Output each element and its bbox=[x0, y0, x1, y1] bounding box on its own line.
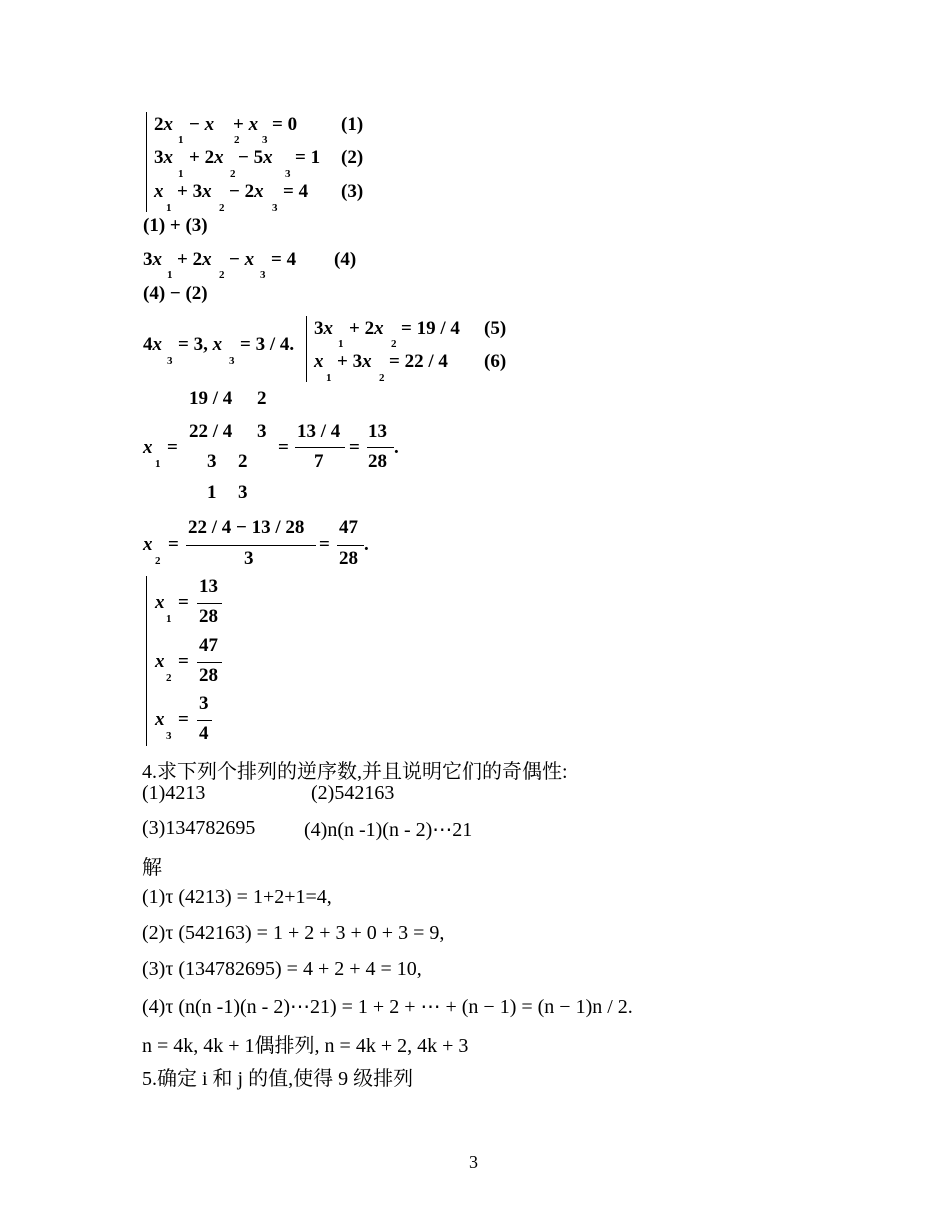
permutation-1: (1)4213 bbox=[142, 782, 206, 804]
permutation-4: (4)n(n -1)(n - 2)⋯21 bbox=[304, 819, 473, 841]
fraction-bar bbox=[367, 447, 394, 448]
permutation-3: (3)134782695 bbox=[142, 817, 256, 839]
answer-2: (2)τ (542163) = 1 + 2 + 3 + 0 + 3 = 9, bbox=[142, 922, 445, 944]
fraction-bar bbox=[337, 545, 364, 546]
left-brace-system2 bbox=[306, 316, 307, 382]
solution-label: 解 bbox=[142, 857, 162, 879]
answer-3: (3)τ (134782695) = 4 + 2 + 4 = 10, bbox=[142, 958, 422, 980]
permutation-2: (2)542163 bbox=[311, 782, 395, 804]
answer-1: (1)τ (4213) = 1+2+1=4, bbox=[142, 886, 332, 908]
answer-4: (4)τ (n(n -1)(n - 2)⋯21) = 1 + 2 + ⋯ + (n − 1) = (n − 1)n / 2. bbox=[142, 996, 633, 1018]
fraction-bar bbox=[186, 545, 316, 546]
fraction-bar bbox=[197, 603, 222, 604]
problem-4-title: 4.求下列个排列的逆序数,并且说明它们的奇偶性: bbox=[142, 761, 568, 783]
fraction-bar bbox=[197, 662, 222, 663]
page-number: 3 bbox=[469, 1152, 478, 1172]
step-label-2: (4) − (2) bbox=[143, 283, 208, 304]
fraction-bar bbox=[197, 720, 212, 721]
step-label-1: (1) + (3) bbox=[143, 215, 208, 236]
left-brace-system1 bbox=[146, 112, 147, 212]
problem-5-title: 5.确定 i 和 j 的值,使得 9 级排列 bbox=[142, 1068, 414, 1090]
answer-parity: n = 4k, 4k + 1偶排列, n = 4k + 2, 4k + 3 bbox=[142, 1035, 469, 1057]
document-page: 2x 1 − x 2 + x 3 = 0 (1) 3x 1 + 2x 2 − 5x 3 = 1 (2) x 1 + 3x 2 − 2x 3 = 4 (3) (1) + (3) 3x 1 + 2x 2 − x 3 = 4 (4) (4) − (2) 4x 3 = 3, x 3 = 3 / 4. 3x 1 + 2x 2 = 19 / 4 (5) x 1 + 3x 2 = 22 / 4 (6) 19 / 4 2 22 / 4 3 x 1 = 3 2 1 3 = 13 / 4 7 = 13 28 . x 2 = 22 / 4 − 13 / 28 3 = 47 28 . x 1 = 13 28 x 2 = 47 28 x 3 = 3 4 4.求下列个排列的逆序数,并且说明它们的奇偶性: (1)4213 (2)542163 (3)134782695 (4)n(n -1)(n - 2)⋯21 解 (1)τ (4213) = 1+2+1=4, (2)τ (542163) = 1 + 2 + 3 + 0 + 3 = 9, (3)τ (134782695) = 4 + 2 + 4 = 10, (4)τ (n(n -1)(n - 2)⋯21) = 1 + 2 + ⋯ + (n − 1) = (n − 1)n / 2. n = 4k, 4k + 1偶排列, n = 4k + 2, 4k + 3 5.确定 i 和 j 的值,使得 9 级排列 3 bbox=[0, 0, 950, 1230]
eq1-lhs: 2x bbox=[154, 114, 173, 135]
left-brace-solution bbox=[146, 576, 147, 746]
fraction-bar bbox=[295, 447, 345, 448]
